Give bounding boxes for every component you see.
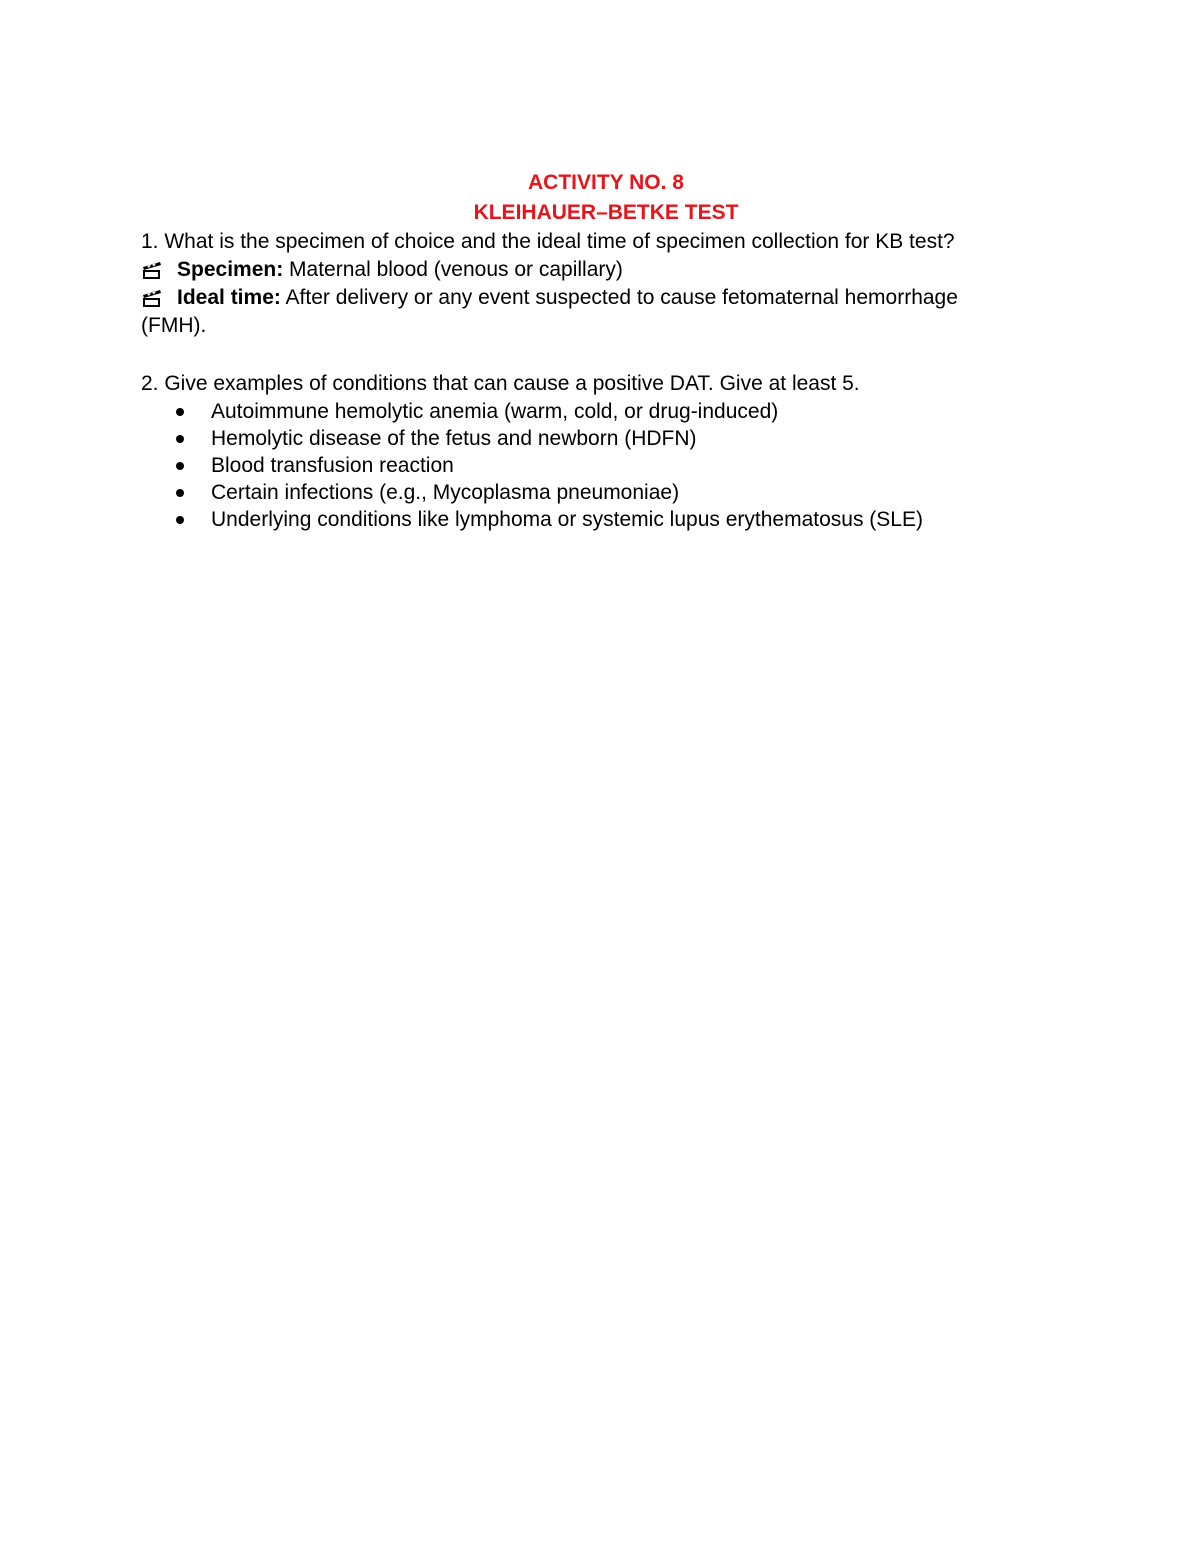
bullet-icon: [176, 462, 184, 470]
list-item: [141, 398, 1071, 425]
bullet-icon: [176, 489, 184, 497]
ideal-time-label: Ideal time:: [177, 286, 281, 309]
specimen-label: Specimen:: [177, 258, 284, 281]
activity-title: ACTIVITY NO. 8: [528, 171, 684, 194]
bullet-icon: [176, 435, 184, 443]
list-item-text: Blood transfusion reaction: [211, 454, 454, 477]
list-item-text: Autoimmune hemolytic anemia (warm, cold, or drug-induced): [211, 400, 779, 423]
ideal-time-value: After delivery or any event suspected to cause fetomaternal hemorrhage: [280, 286, 958, 309]
document-content: [141, 168, 1071, 533]
paragraph-spacer: [141, 340, 1071, 370]
question-1: 1. What is the specimen of choice and the ideal time of specimen collection for KB test?: [141, 230, 955, 253]
bullet-icon: [176, 408, 184, 416]
list-item: [141, 452, 1071, 479]
answer-specimen: [141, 256, 1071, 284]
specimen-value: Maternal blood (venous or capillary): [283, 258, 623, 281]
clapperboard-icon: [141, 288, 163, 308]
answer-ideal-time: [141, 284, 1071, 312]
ideal-time-continuation: (FMH).: [141, 314, 207, 337]
list-item-text: Hemolytic disease of the fetus and newborn (HDFN): [211, 427, 697, 450]
list-item: [141, 425, 1071, 452]
dat-conditions-list: [141, 398, 1071, 533]
bullet-icon: [176, 516, 184, 524]
list-item-text: Certain infections (e.g., Mycoplasma pneumoniae): [211, 481, 680, 504]
list-item: [141, 506, 1071, 533]
question-2: 2. Give examples of conditions that can cause a positive DAT. Give at least 5.: [141, 372, 860, 395]
clapperboard-icon: [141, 260, 163, 280]
test-title: KLEIHAUER–BETKE TEST: [473, 201, 739, 224]
list-item: [141, 479, 1071, 506]
list-item-text: Underlying conditions like lymphoma or systemic lupus erythematosus (SLE): [211, 508, 923, 531]
